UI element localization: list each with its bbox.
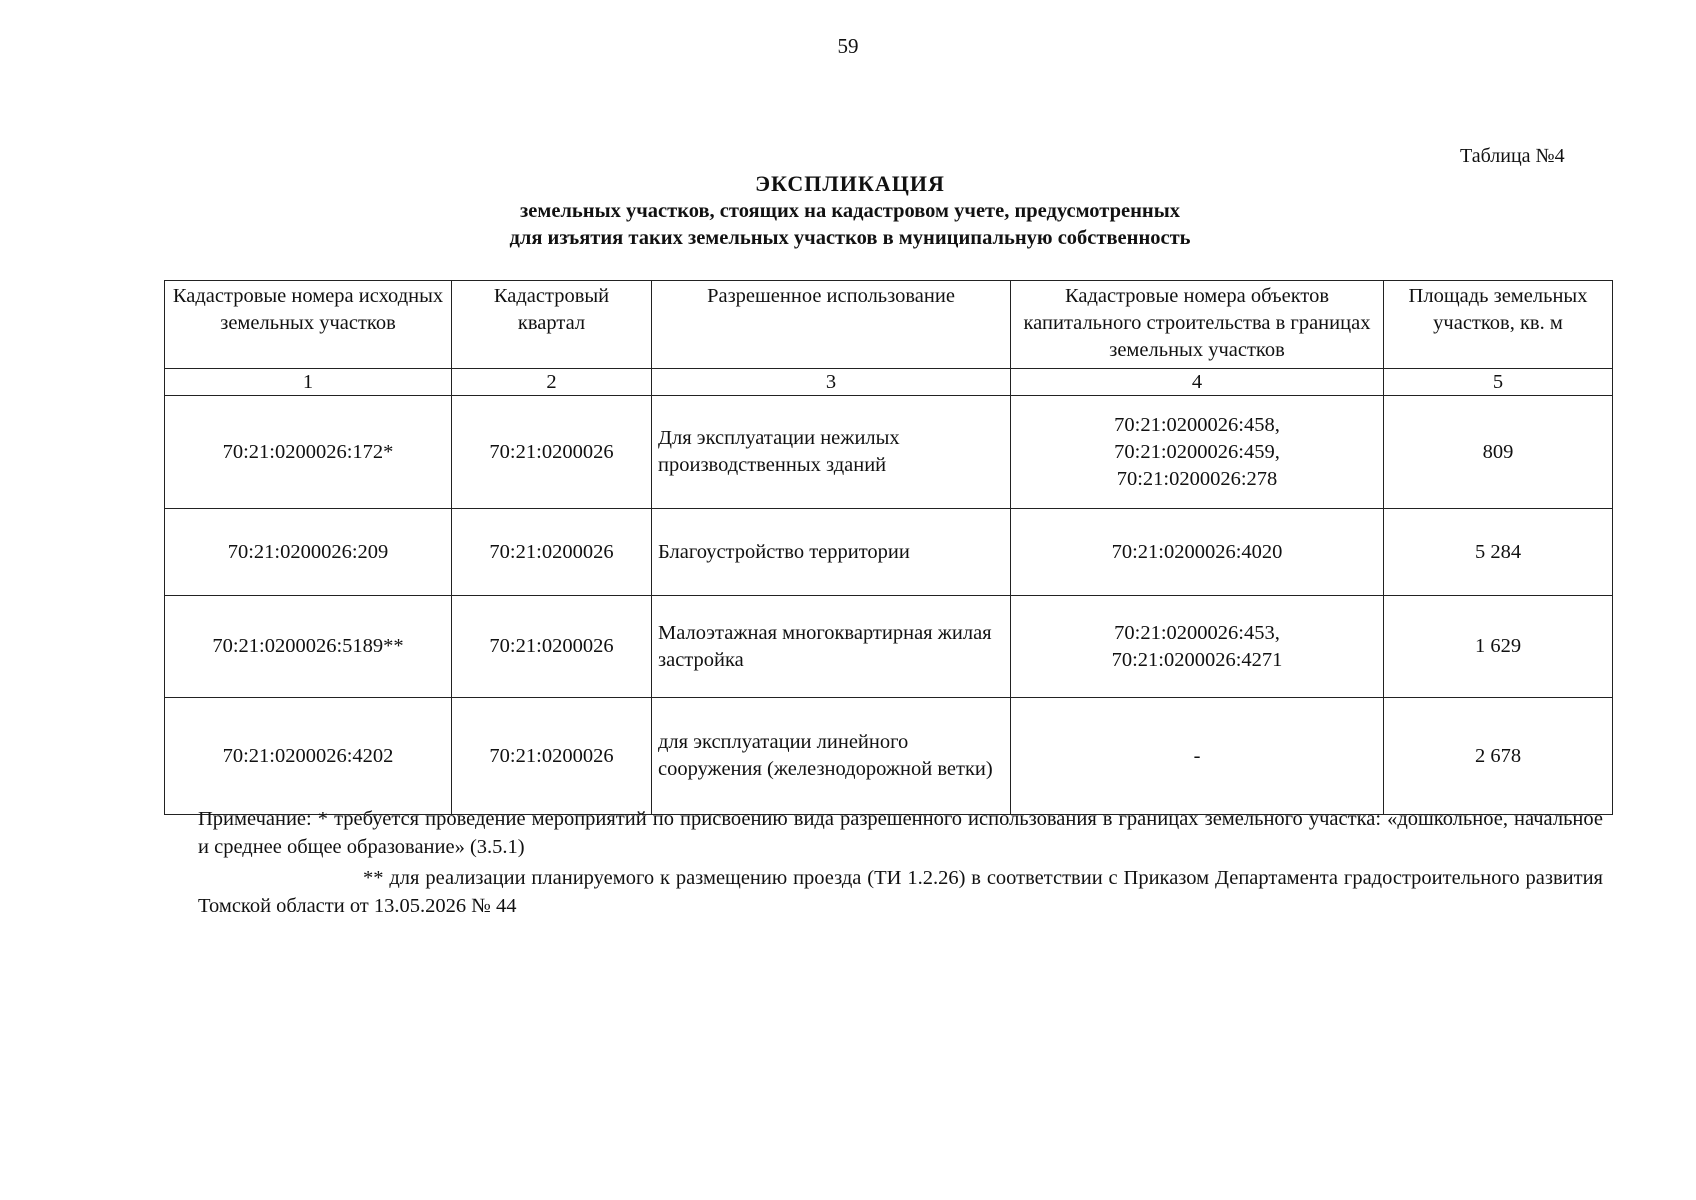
cell-quarter: 70:21:0200026 (452, 509, 652, 596)
cell-quarter: 70:21:0200026 (452, 698, 652, 815)
header-permitted-use: Разрешенное использование (652, 281, 1011, 369)
note-double-asterisk: ** для реализации планируемого к размещению проезда (ТИ 1.2.26) в соответствии с Приказом Департамента градостроительного развития Томской области от 13.05.2026 № 44 (198, 867, 1603, 917)
cell-area: 5 284 (1384, 509, 1613, 596)
cell-quarter: 70:21:0200026 (452, 596, 652, 698)
column-number: 4 (1011, 369, 1384, 396)
header-cadastral-quarter: Кадастровый квартал (452, 281, 652, 369)
table-label: Таблица №4 (1460, 145, 1565, 167)
table-row (165, 596, 1613, 698)
capital-object-number: 70:21:0200026:459, (1114, 440, 1280, 463)
cell-cadastral-number: 70:21:0200026:172* (165, 396, 452, 509)
header-cadastral-numbers: Кадастровые номера исходных земельных участков (165, 281, 452, 369)
cell-permitted-use: Малоэтажная многоквартирная жилая застройка (652, 596, 1011, 698)
column-number: 2 (452, 369, 652, 396)
cell-cadastral-number: 70:21:0200026:5189** (165, 596, 452, 698)
cell-capital-objects (1011, 396, 1384, 509)
document-title: ЭКСПЛИКАЦИЯ (755, 171, 945, 196)
cell-capital-objects (1011, 509, 1384, 596)
note-single-asterisk: Примечание: * требуется проведение мероприятий по присвоению вида разрешенного использования в границах земельного участка: «дошкольное, начальное и среднее общее образование» (3.5.1) (198, 808, 1603, 858)
cell-permitted-use: Для эксплуатации нежилых производственных зданий (652, 396, 1011, 509)
header-capital-objects: Кадастровые номера объектов капитального строительства в границах земельных участков (1011, 281, 1384, 369)
capital-object-number: 70:21:0200026:458, (1114, 413, 1280, 436)
notes-section (198, 805, 1603, 920)
capital-object-number: - (1193, 744, 1201, 767)
document-subtitle-line-1: земельных участков, стоящих на кадастровом учете, предусмотренных (520, 200, 1180, 222)
column-number-row (165, 369, 1613, 396)
page-number: 59 (837, 34, 859, 58)
cell-capital-objects (1011, 596, 1384, 698)
explication-table (164, 280, 1613, 815)
capital-object-number: 70:21:0200026:4271 (1111, 648, 1283, 671)
cell-permitted-use: для эксплуатации линейного сооружения (железнодорожной ветки) (652, 698, 1011, 815)
cell-capital-objects (1011, 698, 1384, 815)
cell-quarter: 70:21:0200026 (452, 396, 652, 509)
capital-object-number: 70:21:0200026:4020 (1111, 540, 1283, 563)
column-number: 3 (652, 369, 1011, 396)
cell-area: 1 629 (1384, 596, 1613, 698)
column-number: 5 (1384, 369, 1613, 396)
header-area: Площадь земельных участков, кв. м (1384, 281, 1613, 369)
table-header-row (165, 281, 1613, 369)
cell-cadastral-number: 70:21:0200026:4202 (165, 698, 452, 815)
title-block (300, 170, 1400, 252)
cell-cadastral-number: 70:21:0200026:209 (165, 509, 452, 596)
capital-object-number: 70:21:0200026:453, (1114, 621, 1280, 644)
cell-permitted-use: Благоустройство территории (652, 509, 1011, 596)
document-subtitle-line-2: для изъятия таких земельных участков в муниципальную собственность (509, 227, 1191, 249)
table-row (165, 509, 1613, 596)
table-row (165, 698, 1613, 815)
cell-area: 2 678 (1384, 698, 1613, 815)
cell-area: 809 (1384, 396, 1613, 509)
capital-object-number: 70:21:0200026:278 (1116, 467, 1278, 490)
column-number: 1 (165, 369, 452, 396)
table-row (165, 396, 1613, 509)
